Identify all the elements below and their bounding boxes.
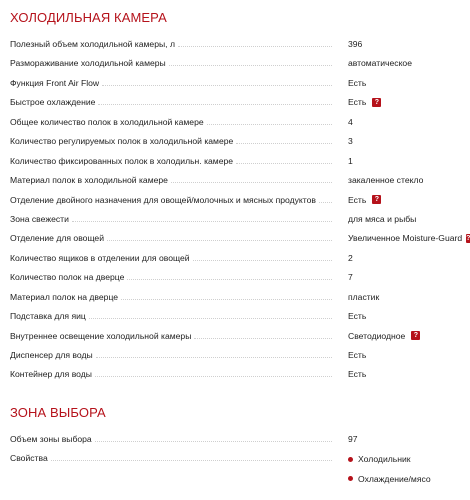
dotted-leader xyxy=(193,260,332,261)
spec-row xyxy=(10,132,470,151)
spec-row xyxy=(10,191,470,210)
bullet-dot-icon xyxy=(348,457,353,462)
spec-row xyxy=(10,93,470,112)
dotted-leader xyxy=(194,338,332,339)
dotted-leader xyxy=(96,357,332,358)
spec-label: Полезный объем холодильной камеры, л xyxy=(10,38,178,50)
spec-label: Зона свежести xyxy=(10,213,72,225)
dotted-leader xyxy=(207,124,332,125)
dotted-leader xyxy=(95,441,332,442)
dotted-leader xyxy=(107,240,332,241)
spec-value: закаленное стекло xyxy=(348,175,424,186)
spec-row xyxy=(10,113,470,132)
dotted-leader xyxy=(98,104,332,105)
bullet-text: Холодильник xyxy=(358,454,411,465)
spec-label: Диспенсер для воды xyxy=(10,349,96,361)
spec-label: Количество ящиков в отделении для овощей xyxy=(10,252,193,264)
spec-label: Количество регулируемых полок в холодильной камере xyxy=(10,135,236,147)
spec-row xyxy=(10,346,470,365)
dotted-leader xyxy=(171,182,332,183)
spec-value: 1 xyxy=(348,155,353,166)
spec-label: Отделение двойного назначения для овощей/молочных и мясных продуктов xyxy=(10,194,319,206)
bullet-text: Охлаждение/мясо xyxy=(358,473,431,484)
bullet-list xyxy=(348,449,431,488)
spec-value: пластик xyxy=(348,291,380,302)
spec-label: Отделение для овощей xyxy=(10,232,107,244)
spec-value: 7 xyxy=(348,272,353,283)
section-title-fridge: ХОЛОДИЛЬНАЯ КАМЕРА xyxy=(10,10,167,25)
fridge-spec-list xyxy=(10,35,470,385)
spec-label: Количество фиксированных полок в холодильн. камере xyxy=(10,155,236,167)
help-icon[interactable]: ? xyxy=(411,331,420,340)
spec-label: Быстрое охлаждение xyxy=(10,96,98,108)
spec-value: Есть xyxy=(348,350,367,360)
spec-label: Внутреннее освещение холодильной камеры xyxy=(10,330,194,342)
spec-value: Есть xyxy=(348,97,367,108)
spec-row xyxy=(10,54,470,73)
spec-row xyxy=(10,152,470,171)
spec-value: Есть xyxy=(348,311,367,322)
spec-value: Есть xyxy=(348,77,367,88)
dotted-leader xyxy=(178,46,332,47)
spec-label: Объем зоны выбора xyxy=(10,433,95,445)
spec-row xyxy=(10,327,470,346)
spec-value: 4 xyxy=(348,116,353,127)
list-item xyxy=(348,449,431,468)
dotted-leader xyxy=(127,279,332,280)
spec-value: автоматическое xyxy=(348,58,412,69)
spec-value: 396 xyxy=(348,39,363,49)
spec-row xyxy=(10,307,470,326)
help-icon[interactable] xyxy=(466,234,470,243)
list-item xyxy=(348,469,431,488)
spec-row xyxy=(10,171,470,190)
section-title-select-zone: ЗОНА ВЫБОРА xyxy=(10,405,106,420)
spec-row xyxy=(10,210,470,229)
spec-row xyxy=(10,229,470,248)
spec-label: Контейнер для воды xyxy=(10,368,95,380)
spec-row xyxy=(10,365,470,384)
spec-label: Количество полок на дверце xyxy=(10,271,127,283)
spec-row xyxy=(10,268,470,287)
spec-value: 2 xyxy=(348,252,353,263)
spec-label: Функция Front Air Flow xyxy=(10,77,102,89)
help-icon[interactable]: ? xyxy=(372,98,381,107)
spec-value: 3 xyxy=(348,136,353,147)
spec-value: 97 xyxy=(348,434,358,444)
bullet-dot-icon xyxy=(348,476,353,481)
dotted-leader xyxy=(102,85,332,86)
zone-spec-list xyxy=(10,430,470,489)
spec-row xyxy=(10,430,470,449)
spec-row xyxy=(10,288,470,307)
spec-label: Общее количество полок в холодильной камере xyxy=(10,116,207,128)
help-icon[interactable]: ? xyxy=(372,195,381,204)
spec-label: Размораживание холодильной камеры xyxy=(10,57,169,69)
dotted-leader xyxy=(236,163,332,164)
spec-value: Светодиодное xyxy=(348,330,406,341)
spec-row xyxy=(10,35,470,54)
spec-value: для мяса и рыбы xyxy=(348,213,417,224)
spec-value: Есть xyxy=(348,194,367,205)
spec-value: Есть xyxy=(348,369,367,380)
dotted-leader xyxy=(236,143,332,144)
dotted-leader xyxy=(319,202,332,203)
dotted-leader xyxy=(95,376,332,377)
dotted-leader xyxy=(169,65,332,66)
spec-label: Свойства xyxy=(10,452,51,464)
spec-row xyxy=(10,74,470,93)
spec-row xyxy=(10,249,470,268)
dotted-leader xyxy=(72,221,332,222)
dotted-leader xyxy=(121,299,332,300)
dotted-leader xyxy=(51,460,332,461)
spec-label: Материал полок в холодильной камере xyxy=(10,174,171,186)
spec-value: Увеличенное Moisture-Guard xyxy=(348,233,463,244)
spec-label: Подставка для яиц xyxy=(10,310,89,322)
spec-row xyxy=(10,449,470,489)
dotted-leader xyxy=(89,318,332,319)
spec-label: Материал полок на дверце xyxy=(10,291,121,303)
